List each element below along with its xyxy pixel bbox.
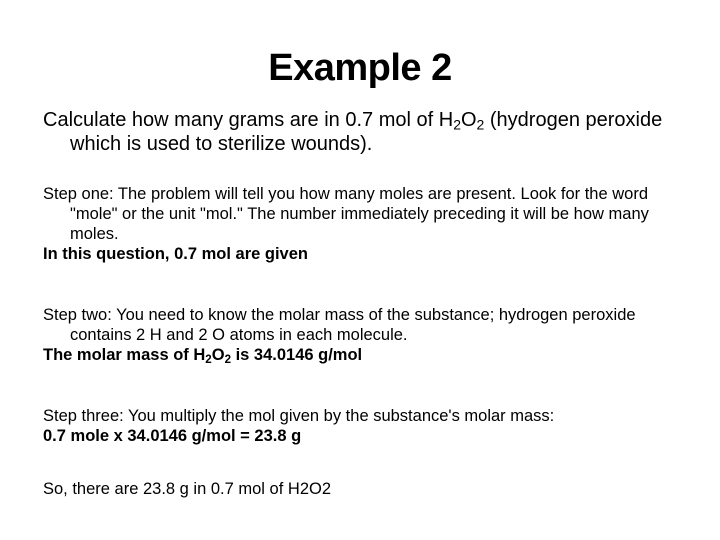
step-two-element-o: O	[211, 346, 225, 364]
slide-body	[43, 108, 683, 499]
step-one-text: Step one: The problem will tell you how many moles are present. Look for the word "mole" or the unit "mol." The number immediately preceding it will be how many moles.	[43, 185, 649, 243]
slide-title: Example 2	[268, 47, 452, 89]
step-two-text: Step two: You need to know the molar mass of the substance; hydrogen peroxide contains 2 H and 2 O atoms in each molecule.	[43, 306, 636, 344]
intro-element-o: O	[460, 109, 477, 131]
intro-subscript-2: 2	[476, 116, 485, 133]
intro-text-after: (hydrogen peroxide which is used to sterilize wounds).	[70, 109, 663, 155]
intro-text: Calculate how many grams are in 0.7 mol of H	[43, 109, 454, 131]
intro-subscript-1: 2	[453, 116, 461, 133]
intro-paragraph	[43, 108, 683, 156]
step-two-paragraph	[43, 305, 683, 365]
step-two-bold-before: The molar mass of H	[43, 346, 206, 364]
conclusion-paragraph: So, there are 23.8 g in 0.7 mol of H2O2	[43, 480, 332, 498]
step-three-paragraph	[43, 406, 683, 446]
step-three-text: Step three: You multiply the mol given by the substance's molar mass:	[43, 407, 555, 425]
step-one-bold: In this question, 0.7 mol are given	[43, 245, 308, 263]
step-two-subscript-2: 2	[224, 353, 231, 366]
step-two-bold-after: is 34.0146 g/mol	[230, 346, 363, 364]
step-one-paragraph	[43, 184, 683, 264]
step-two-subscript-1: 2	[205, 353, 212, 366]
step-three-bold: 0.7 mole x 34.0146 g/mol = 23.8 g	[43, 427, 302, 445]
step-two-bold	[43, 345, 683, 366]
